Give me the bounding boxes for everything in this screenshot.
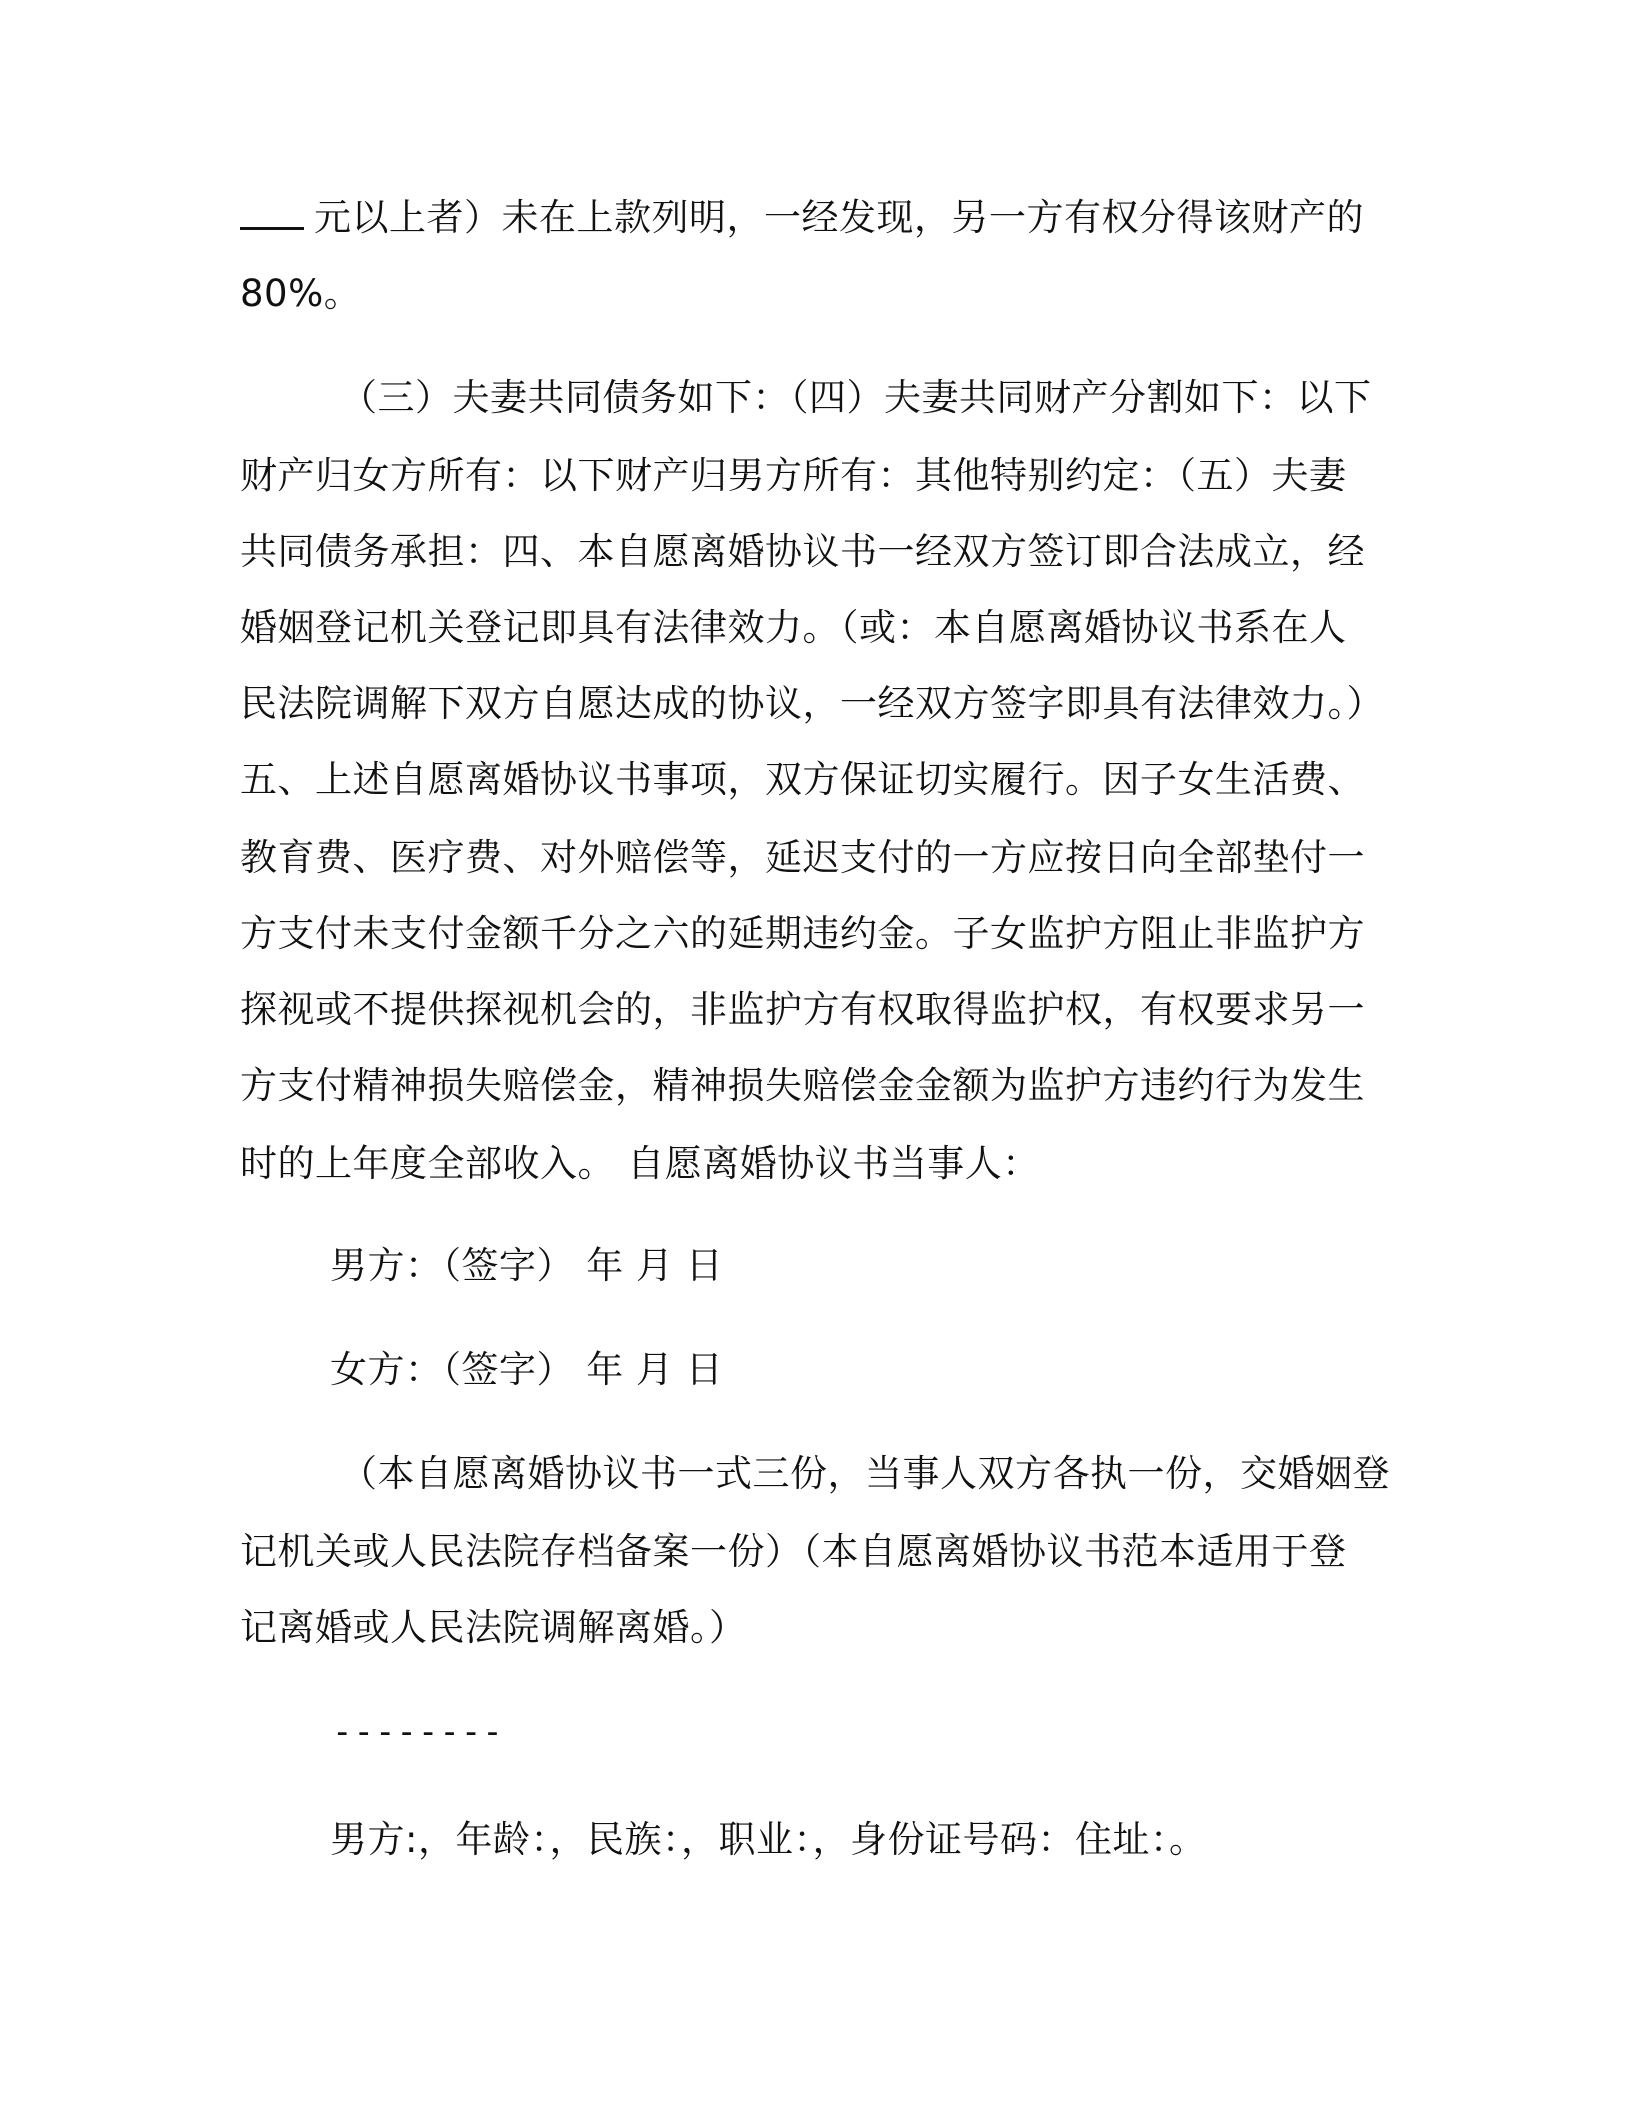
paragraph-line-11: 探视或不提供探视机会的，非监护方有权取得监护权，有权要求另一 bbox=[240, 988, 1365, 1031]
note-line-2: 记机关或人民法院存档备案一份）（本自愿离婚协议书范本适用于登 bbox=[240, 1530, 1347, 1573]
paragraph-line-9: 教育费、医疗费、对外赔偿等，延迟支付的一方应按日向全部垫付一 bbox=[240, 836, 1365, 879]
paragraph-line-12: 方支付精神损失赔偿金，精神损失赔偿金金额为监护方违约行为发生 bbox=[240, 1064, 1365, 1107]
fill-in-blank bbox=[240, 223, 304, 230]
paragraph-line-1 bbox=[240, 196, 1364, 240]
paragraph-line-13: 时的上年度全部收入。 自愿离婚协议书当事人： bbox=[240, 1142, 1040, 1185]
paragraph-line-5: 共同债务承担：四、本自愿离婚协议书一经双方签订即合法成立，经 bbox=[240, 530, 1365, 573]
party-info-male: 男方:，年龄：，民族：，职业：，身份证号码：住址：。 bbox=[330, 1818, 1207, 1861]
section-separator: -------- bbox=[332, 1712, 504, 1752]
signature-male: 男方：（签字） 年 月 日 bbox=[330, 1244, 724, 1287]
paragraph-line-7: 民法院调解下双方自愿达成的协议，一经双方签字即具有法律效力。） bbox=[240, 682, 1384, 725]
paragraph-line-4: 财产归女方所有：以下财产归男方所有：其他特别约定：（五）夫妻 bbox=[240, 454, 1347, 497]
note-line-1: （本自愿离婚协议书一式三份，当事人双方各执一份，交婚姻登 bbox=[340, 1452, 1390, 1495]
paragraph-line-3: （三）夫妻共同债务如下：（四）夫妻共同财产分割如下：以下 bbox=[340, 376, 1372, 419]
paragraph-line-8: 五、上述自愿离婚协议书事项，双方保证切实履行。因子女生活费、 bbox=[240, 758, 1365, 801]
paragraph-line-2: 80%。 bbox=[240, 272, 362, 315]
paragraph-line-10: 方支付未支付金额千分之六的延期违约金。子女监护方阻止非监护方 bbox=[240, 912, 1365, 955]
paragraph-line-6: 婚姻登记机关登记即具有法律效力。（或：本自愿离婚协议书系在人 bbox=[240, 606, 1347, 649]
line-text: 元以上者）未在上款列明，一经发现，另一方有权分得该财产的 bbox=[314, 196, 1364, 239]
note-line-3: 记离婚或人民法院调解离婚。） bbox=[240, 1606, 747, 1649]
signature-female: 女方：（签字） 年 月 日 bbox=[330, 1348, 724, 1391]
